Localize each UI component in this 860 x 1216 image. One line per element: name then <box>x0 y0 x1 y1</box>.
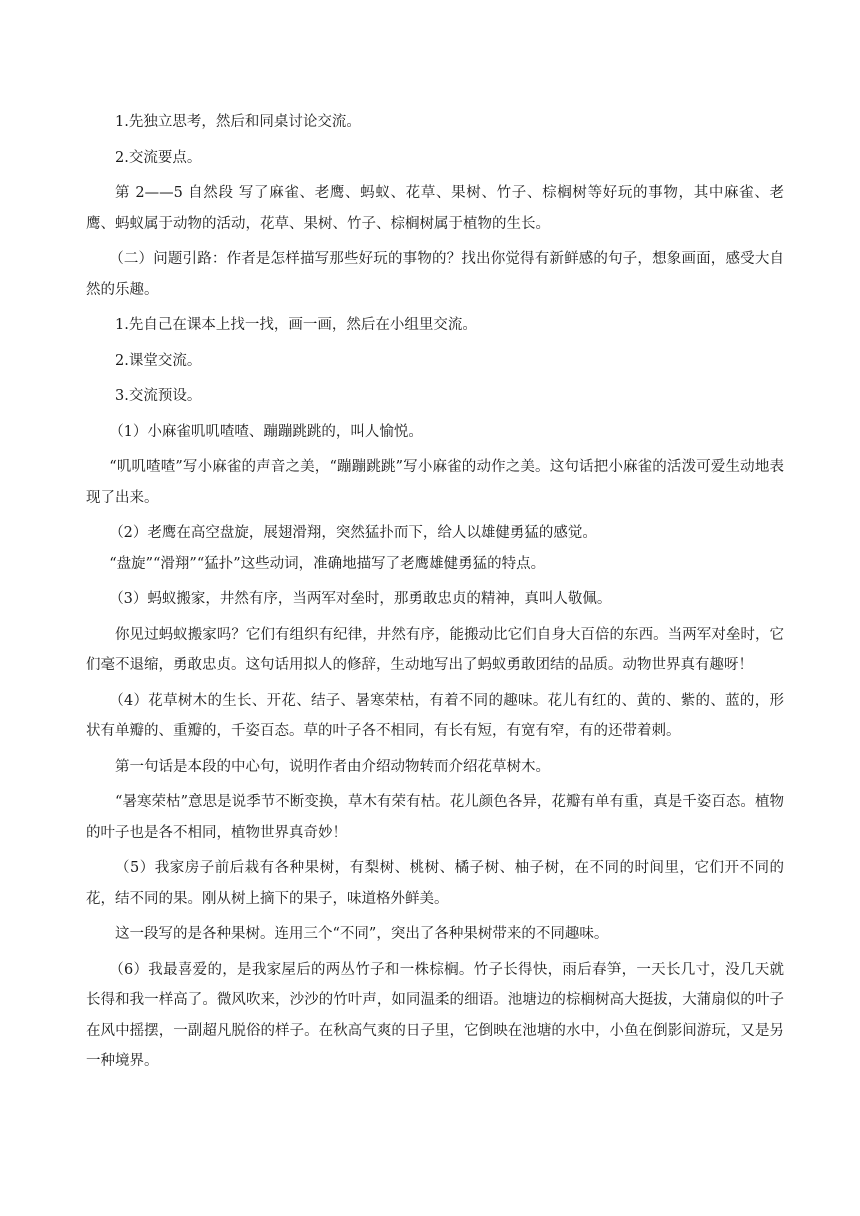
paragraph-analysis-4a: 第一句话是本段的中心句，说明作者由介绍动物转而介绍花草树木。 <box>115 758 550 775</box>
paragraph-summary: 第 2——5 自然段 写了麻雀、老鹰、蚂蚁、花草、果树、竹子、棕榈树等好玩的事物，其中麻雀、老鹰、蚂蚁属于动物的活动，花草、果树、竹子、棕榈树属于植物的生长。 <box>86 185 784 232</box>
paragraph-step-1: 1.先独立思考，然后和同桌讨论交流。 <box>115 114 361 130</box>
paragraph-exchange-preset: 3.交流预设。 <box>115 388 202 404</box>
paragraph-example-1: （1）小麻雀叽叽喳喳、蹦蹦跳跳的，叫人愉悦。 <box>109 423 423 440</box>
paragraph-analysis-2: “盘旋”“滑翔”“猛扑”这些动词，准确地描写了老鹰雄健勇猛的特点。 <box>109 555 546 572</box>
paragraph-example-3: （3）蚂蚁搬家，井然有序，当两军对垒时，那勇敢忠贞的精神，真叫人敬佩。 <box>109 591 612 607</box>
document-body <box>86 107 784 1082</box>
paragraph-step-2: 2.交流要点。 <box>115 149 202 166</box>
paragraph-example-6: （6）我最喜爱的，是我家屋后的两丛竹子和一株棕榈。竹子长得快，雨后春笋，一天长几寸，没几天就长得和我一样高了。微风吹来，沙沙的竹叶声，如同温柔的细语。池塘边的棕榈树高大挺拔，大蒲扇似的叶子在风中摇摆，一副超凡脱俗的样子。在秋高气爽的日子里，它倒映在池塘的水中，小鱼在倒影间游玩，又是另一种境界。 <box>86 961 784 1069</box>
paragraph-example-5: （5）我家房子前后栽有各种果树，有梨树、桃树、橘子树、柚子树，在不同的时间里，它们开不同的花，结不同的果。刚从树上摘下的果子，味道格外鲜美。 <box>86 860 784 907</box>
paragraph-analysis-3: 你见过蚂蚁搬家吗？它们有组织有纪律，井然有序，能搬动比它们自身大百倍的东西。当两军对垒时，它们毫不退缩，勇敢忠贞。这句话用拟人的修辞，生动地写出了蚂蚁勇敢团结的品质。动物世界真有趣呀！ <box>86 626 784 673</box>
paragraph-example-2: （2）老鹰在高空盘旋，展翅滑翔，突然猛扑而下，给人以雄健勇猛的感觉。 <box>109 525 597 541</box>
paragraph-step-find: 1.先自己在课本上找一找，画一画，然后在小组里交流。 <box>115 317 477 333</box>
paragraph-example-4: （4）花草树木的生长、开花、结子、暑寒荣枯，有着不同的趣味。花儿有红的、黄的、紫的、蓝的，形状有单瓣的、重瓣的，千姿百态。草的叶子各不相同，有长有短，有宽有窄，有的还带着刺。 <box>86 692 784 739</box>
paragraph-analysis-4b: “暑寒荣枯”意思是说季节不断变换，草木有荣有枯。花儿颜色各异，花瓣有单有重，真是千姿百态。植物的叶子也是各不相同，植物世界真奇妙！ <box>86 794 784 841</box>
paragraph-question-2: （二）问题引路：作者是怎样描写那些好玩的事物的？找出你觉得有新鲜感的句子，想象画面，感受大自然的乐趣。 <box>86 251 784 298</box>
paragraph-analysis-5: 这一段写的是各种果树。连用三个“不同”，突出了各种果树带来的不同趣味。 <box>115 926 609 942</box>
paragraph-class-exchange: 2.课堂交流。 <box>115 352 202 369</box>
paragraph-analysis-1: “叽叽喳喳”写小麻雀的声音之美，“蹦蹦跳跳”写小麻雀的动作之美。这句话把小麻雀的活泼可爱生动地表现了出来。 <box>86 459 784 506</box>
